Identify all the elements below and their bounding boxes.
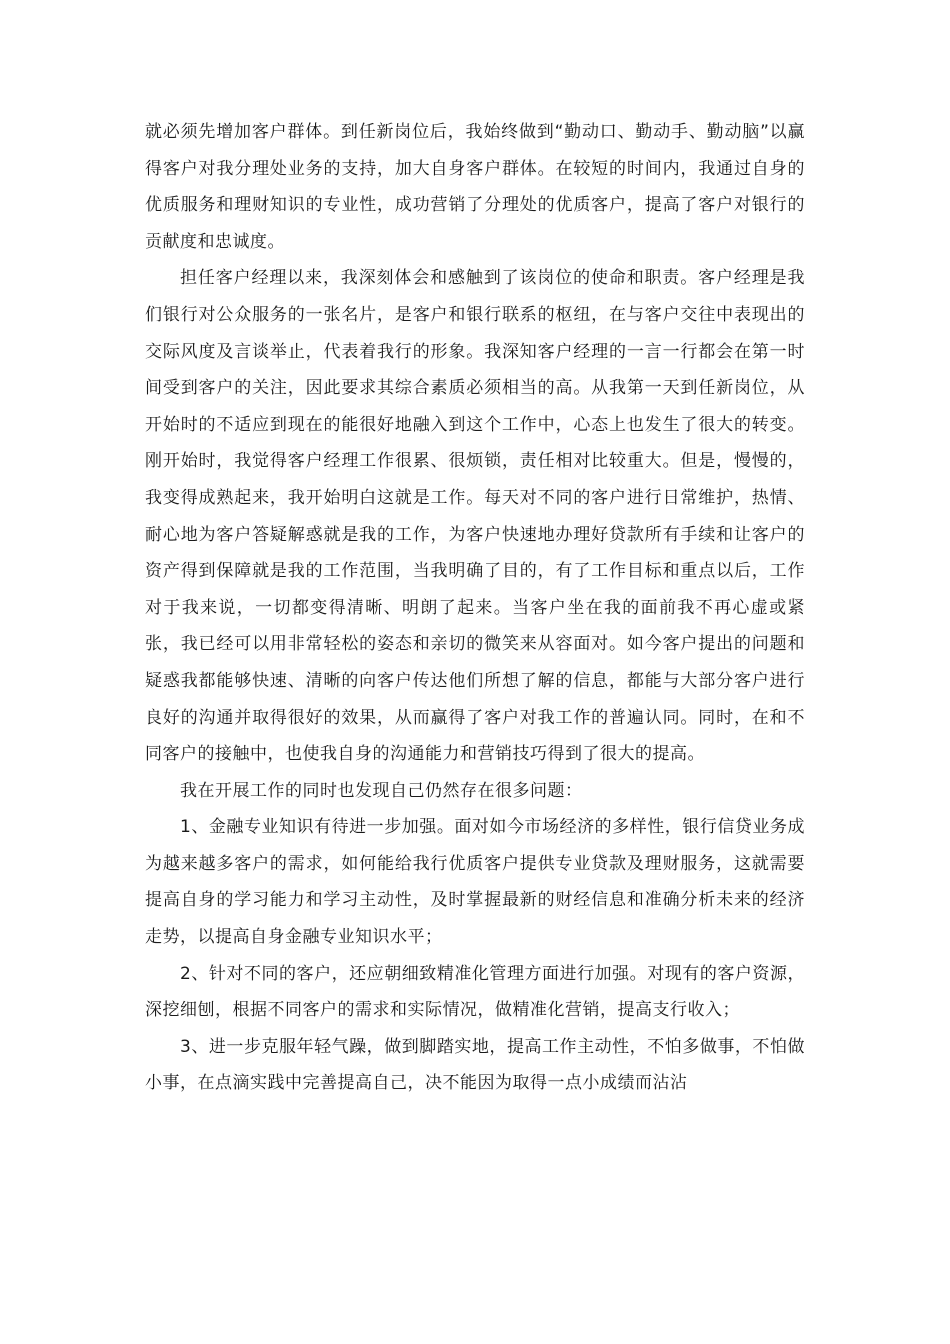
paragraph: 我在开展工作的同时也发现自己仍然存在很多问题： (180, 780, 583, 801)
document-body (145, 114, 805, 1102)
paragraph: 3、进一步克服年轻气躁，做到脚踏实地，提高工作主动性，不怕多做事，不怕做小事，在点滴实践中完善提高自己，决不能因为取得一点小成绩而沾沾 (145, 1036, 805, 1094)
paragraph: 1、金融专业知识有待进一步加强。面对如今市场经济的多样性，银行信贷业务成为越来越多客户的需求，如何能给我行优质客户提供专业贷款及理财服务，这就需要提高自身的学习能力和学习主动性，及时掌握最新的财经信息和准确分析未来的经济走势，以提高自身金融专业知识水平； (145, 817, 805, 948)
paragraph: 就必须先增加客户群体。到任新岗位后，我始终做到“勤动口、勤动手、勤动脑”以赢得客户对我分理处业务的支持，加大自身客户群体。在较短的时间内，我通过自身的优质服务和理财知识的专业性，成功营销了分理处的优质客户，提高了客户对银行的贡献度和忠诚度。 (145, 122, 805, 252)
paragraph: 担任客户经理以来，我深刻体会和感触到了该岗位的使命和职责。客户经理是我们银行对公众服务的一张名片，是客户和银行联系的枢纽，在与客户交往中表现出的交际风度及言谈举止，代表着我行的形象。我深知客户经理的一言一行都会在第一时间受到客户的关注，因此要求其综合素质必须相当的高。从我第一天到任新岗位，从开始时的不适应到现在的能很好地融入到这个工作中，心态上也发生了很大的转变。刚开始时，我觉得客户经理工作很累、很烦锁，责任相对比较重大。但是，慢慢的，我变得成熟起来，我开始明白这就是工作。每天对不同的客户进行日常维护，热情、耐心地为客户答疑解惑就是我的工作，为客户快速地办理好贷款所有手续和让客户的资产得到保障就是我的工作范围，当我明确了目的，有了工作目标和重点以后，工作对于我来说，一切都变得清晰、明朗了起来。当客户坐在我的面前我不再心虚或紧张，我已经可以用非常轻松的姿态和亲切的微笑来从容面对。如今客户提出的问题和疑惑我都能够快速、清晰的向客户传达他们所想了解的信息，都能与大部分客户进行良好的沟通并取得很好的效果，从而赢得了客户对我工作的普遍认同。同时，在和不同客户的接触中，也使我自身的沟通能力和营销技巧得到了很大的提高。 (145, 268, 805, 765)
paragraph: 2、针对不同的客户，还应朝细致精准化管理方面进行加强。对现有的客户资源，深挖细刨，根据不同客户的需求和实际情况，做精准化营销，提高支行收入； (145, 963, 805, 1021)
